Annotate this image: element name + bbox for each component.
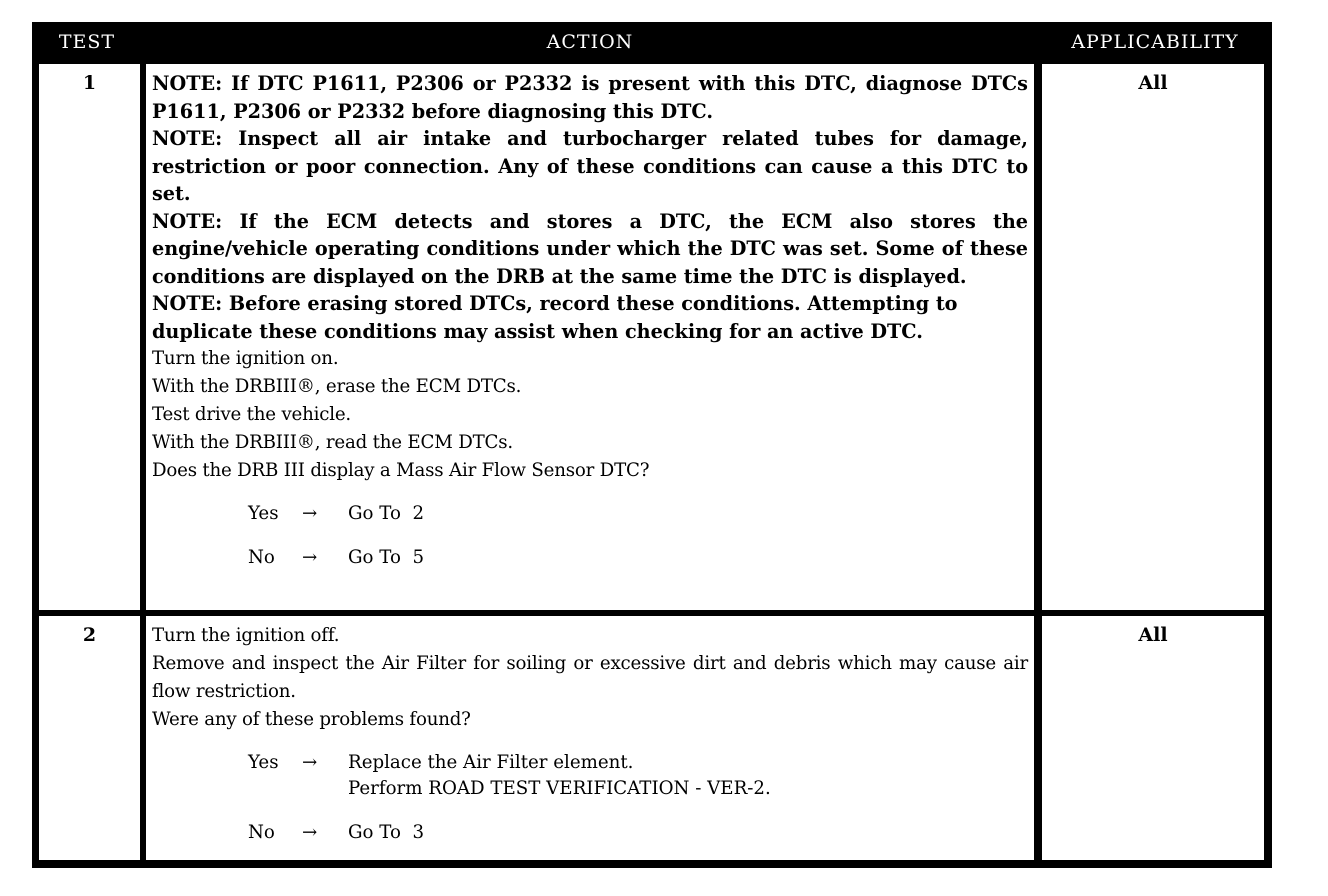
answer-text: Go To 5 <box>348 547 425 568</box>
row-1-applicability: All <box>1042 64 1264 610</box>
row-1-step-4: With the DRBIII®, read the ECM DTCs. <box>152 432 513 453</box>
row-1-step-5: Does the DRB III display a Mass Air Flow Sensor DTC? <box>152 460 650 481</box>
row-2-test-number: 2 <box>39 616 140 860</box>
row-2-step-2: Remove and inspect the Air Filter for soiling or excessive dirt and debris which may cause air flow restriction. <box>152 653 1028 702</box>
row-1-action <box>146 64 1034 610</box>
row-1-answer-no <box>248 545 1028 571</box>
row-1-step-3: Test drive the vehicle. <box>152 404 351 425</box>
answer-label: Yes <box>248 752 279 773</box>
row-2-step-3: Were any of these problems found? <box>152 709 471 730</box>
header-applicability: APPLICABILITY <box>1071 31 1239 53</box>
answer-label: Yes <box>248 503 279 524</box>
row-2-action <box>146 616 1034 860</box>
row-2-step-1: Turn the ignition off. <box>152 625 340 646</box>
arrow-right-icon: → <box>302 547 318 568</box>
answer-label: No <box>248 547 275 568</box>
row-1-step-2: With the DRBIII®, erase the ECM DTCs. <box>152 376 522 397</box>
row-1-note-1: NOTE: If DTC P1611, P2306 or P2332 is present with this DTC, diagnose DTCs P1611, P2306 or P2332 before diagnosing this DTC. <box>152 72 1028 123</box>
answer-text: Replace the Air Filter element. Perform ROAD TEST VERIFICATION - VER-2. <box>348 752 771 799</box>
header-test: TEST <box>58 31 116 53</box>
row-2-applicability: All <box>1042 616 1264 860</box>
answer-text: Go To 3 <box>348 822 425 843</box>
arrow-right-icon: → <box>302 752 318 773</box>
row-1-note-4: NOTE: Before erasing stored DTCs, record these conditions. Attempting to duplicate these conditions may assist when checking for an active DTC. <box>152 292 958 343</box>
diagnostic-table <box>32 22 1272 868</box>
header-action: ACTION <box>546 31 634 53</box>
row-1-test-number: 1 <box>39 64 140 610</box>
row-2-answer-yes <box>248 750 1028 802</box>
row-1-note-3: NOTE: If the ECM detects and stores a DTC, the ECM also stores the engine/vehicle operating conditions under which the DTC was set. Some of these conditions are displayed on the DRB at the same time the DTC is displayed. <box>152 209 1028 288</box>
row-1-answer-yes <box>248 501 1028 527</box>
arrow-right-icon: → <box>302 503 318 524</box>
answer-label: No <box>248 822 275 843</box>
row-2-answer-no <box>248 820 1028 846</box>
arrow-right-icon: → <box>302 822 318 843</box>
row-1-step-1: Turn the ignition on. <box>152 348 339 369</box>
row-1-note-2: NOTE: Inspect all air intake and turbocharger related tubes for damage, restriction or poor connection. Any of these conditions can cause a this DTC to set. <box>152 127 1028 205</box>
answer-text: Go To 2 <box>348 503 425 524</box>
